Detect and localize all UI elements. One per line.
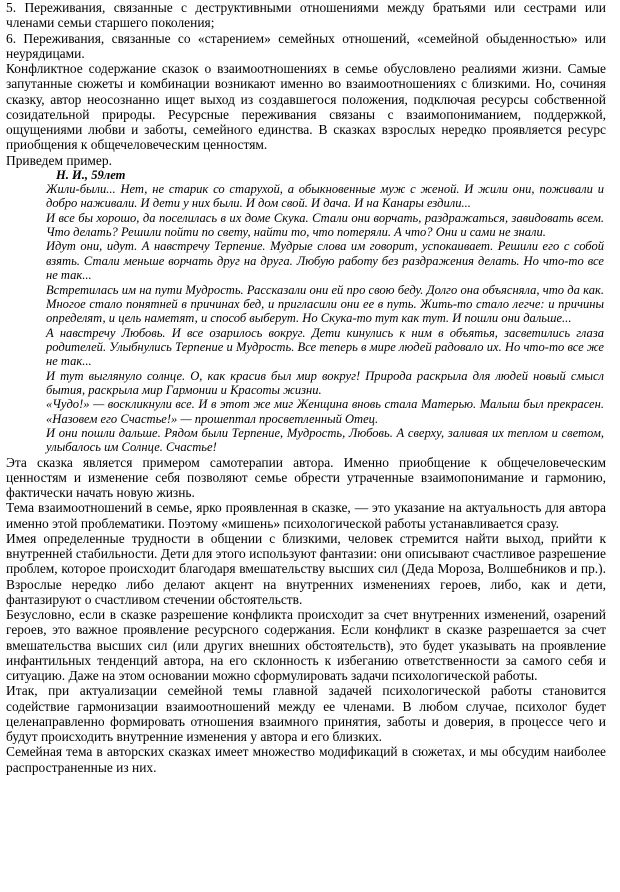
- list-item-6: 6. Переживания, связанные со «старением» семейных отношений, «семейной обыденностью» или неурядицами.: [6, 30, 606, 61]
- paragraph-example-intro: Приведем пример.: [6, 152, 112, 168]
- paragraph-family-theme: Тема взаимоотношений в семье, ярко проявленная в сказке, — это указание на актуальность для автора именно этой проблематики. Поэтому «мишень» психологической работы устанавливается сразу.: [6, 500, 606, 531]
- story-author: Н. И., 59лет: [56, 167, 126, 182]
- story-paragraph: Жили-были... Нет, не старик со старухой, а обыкновенные муж с женой. И жили они, поживали и добро наживали. И дети у них были. И дом свой. И дача. И на Канары ездили...: [46, 182, 604, 211]
- paragraph-conflict-content: Конфликтное содержание сказок о взаимоотношениях в семье обусловлено реалиями жизни. Самые запутанные сюжеты и комбинации возникают именно во взаимоотношениях с близкими. Но, сочиняя сказку, автор неосознанно ищет выход из создавшегося положения, подключая ресурсы собственной созидательной природы. Ресурсные переживания связаны с взаимопониманием, поддержкой, ощущениями любви и заботы, семейного единства. В сказках взрослых нередко проявляется ресурс приобщения к общечеловеческим ценностям.: [6, 61, 606, 153]
- story-quote: [46, 168, 604, 455]
- paragraph-self-therapy: Эта сказка является примером самотерапии автора. Именно приобщение к общечеловеческим ценностям и изменение себя позволяют семье обрести утраченные взаимопонимание и гармонию, фактически начать новую жизнь.: [6, 454, 606, 501]
- story-paragraph: Встретилась им на пути Мудрость. Рассказали они ей про свою беду. Долго она объясняла, что да как. Многое стало понятней в причинах бед, и пригласили они ее в путь. Жить-то стало легче: и причины определят, и цель наметят, и способ выберут. Но Скука-то тут как тут. И пошли они дальше...: [46, 282, 604, 326]
- story-paragraph: И все бы хорошо, да поселилась в их доме Скука. Стали они ворчать, раздражаться, завидовать всем. Что делать? Решили пойти по свету, найти то, что потеряли. А что? Они и сами не знали.: [46, 210, 604, 240]
- story-paragraph: И они пошли дальше. Рядом были Терпение, Мудрость, Любовь. А сверху, заливая их теплом и светом, улыбалось им Солнце. Счастье!: [46, 425, 604, 455]
- story-paragraph: А навстречу Любовь. И все озарилось вокруг. Дети кинулись к ним в объятья, засветились глаза родителей. Улыбнулись Терпение и Мудрость. Все теперь в мире людей радовало их. Но что-то все же не так...: [46, 325, 604, 369]
- paragraph-difficulties: Имея определенные трудности в общении с близкими, человек стремится найти выход, прийти к внутренней стабильности. Дети для этого используют фантазии: они описывают счастливое разрешение проблем, которое происходит благодаря вмешательству высших сил (Деда Мороза, Волшебников и пр.). Взрослые нередко либо делают акцент на внутренних изменениях героев, либо, как и дети, фантазируют о счастливом стечении обстоятельств.: [6, 530, 606, 607]
- paragraph-modifications: Семейная тема в авторских сказках имеет множество модификаций в сюжетах, и мы обсудим наиболее распространенные из них.: [6, 744, 606, 775]
- story-paragraph: Идут они, идут. А навстречу Терпение. Мудрые слова им говорит, успокаивает. Решили его с собой взять. Стали меньше ворчать друг на друга. Любую работу без раздражения делать. Но что-то все не так...: [46, 239, 604, 283]
- list-item-5: 5. Переживания, связанные с деструктивными отношениями между братьями или сестрами или членами семьи старшего поколения;: [6, 0, 606, 31]
- story-paragraph: И тут выглянуло солнце. О, как красив был мир вокруг! Природа раскрыла для людей новый смысл бытия, раскрыла мир Гармонии и Красоты жизни.: [46, 368, 604, 397]
- paragraph-conclusion: Итак, при актуализации семейной темы главной задачей психологической работы становится содействие гармонизации взаимоотношений между ее членами. В любом случае, психолог будет целенаправленно формировать отношения взаимного принятия, заботы и доверия, в процессе чего и будут происходить внутренние изменения у автора и его близких.: [6, 683, 606, 745]
- story-paragraph: «Чудо!» — воскликнули все. И в этот же миг Женщина вновь стала Матерью. Малыш был прекрасен. «Назовем его Счастье!» — прошептал просветленный Отец.: [46, 397, 604, 426]
- paragraph-conflict-resolution: Безусловно, если в сказке разрешение конфликта происходит за счет внутренних изменений, озарений героев, это важное проявление ресурсного содержания. Если конфликт в сказке разрешается за счет вмешательства высших сил (или других внешних обстоятельств), это будет указывать на проявление инфантильных тенденций автора, на его склонность к избеганию ответственности за самого себя и ситуацию. Даже на этом основании можно сформулировать задачи психологической работы.: [6, 607, 606, 684]
